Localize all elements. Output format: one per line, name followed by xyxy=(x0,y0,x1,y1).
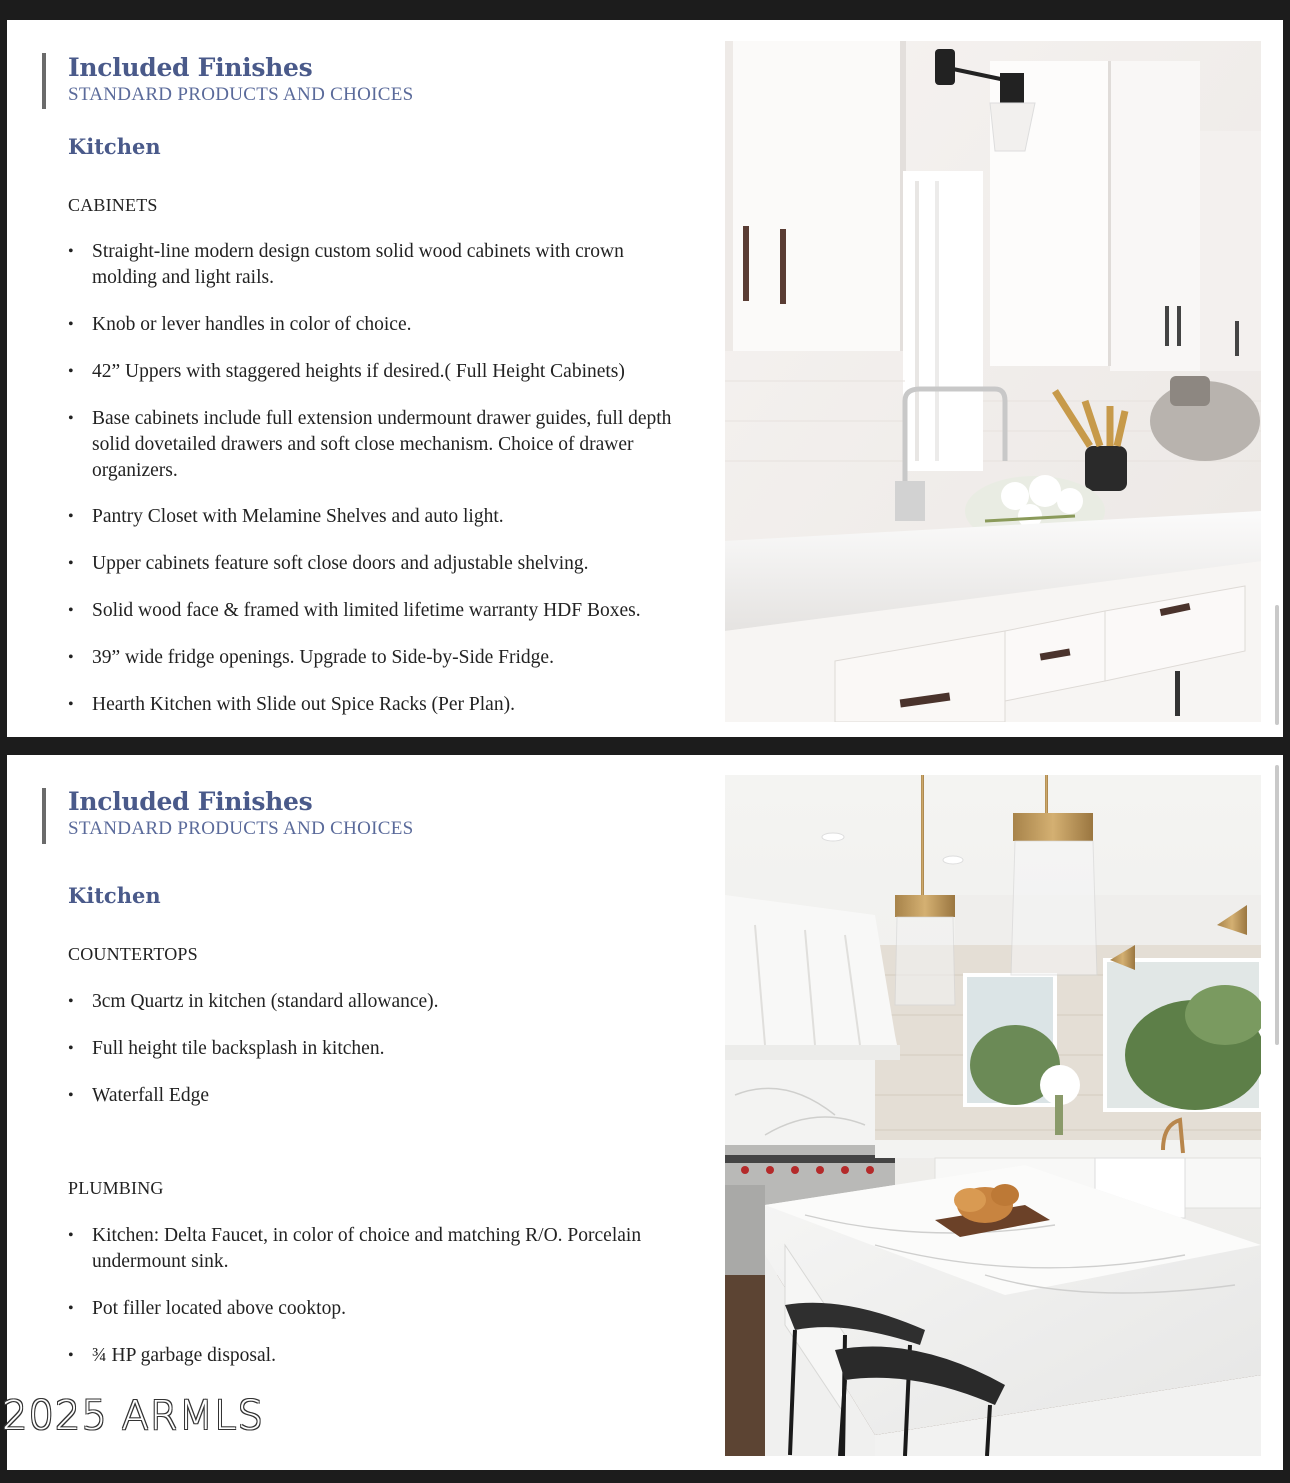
list-item xyxy=(68,1036,688,1062)
copyright-watermark: 2025 ARMLS xyxy=(2,1393,264,1439)
scrollbar-thumb[interactable] xyxy=(1275,605,1279,725)
bullet-glyph: • xyxy=(68,508,74,525)
category-heading-plumbing: PLUMBING xyxy=(68,1178,164,1198)
bullet-glyph: • xyxy=(68,1040,74,1057)
list-item-text: Full height tile backsplash in kitchen. xyxy=(92,1038,385,1059)
list-item xyxy=(68,239,688,291)
page-subtitle: STANDARD PRODUCTS AND CHOICES xyxy=(68,818,414,839)
bullet-glyph: • xyxy=(68,410,74,427)
list-item-text: Upper cabinets feature soft close doors and adjustable shelving. xyxy=(92,553,589,574)
brochure-page-countertops xyxy=(7,755,1283,1470)
list-item xyxy=(68,312,688,338)
list-item xyxy=(68,406,688,484)
scrollbar-thumb[interactable] xyxy=(1275,765,1279,1045)
kitchen-cabinets-photo xyxy=(725,41,1261,722)
category-heading-cabinets: CABINETS xyxy=(68,195,158,215)
list-item-text: Solid wood face & framed with limited lifetime warranty HDF Boxes. xyxy=(92,600,641,621)
bullet-glyph: • xyxy=(68,649,74,666)
bullet-glyph: • xyxy=(68,1347,74,1364)
bullet-glyph: • xyxy=(68,696,74,713)
list-item-text: Knob or lever handles in color of choice. xyxy=(92,314,412,335)
list-item-text: ¾ HP garbage disposal. xyxy=(92,1345,276,1366)
list-item-text: Waterfall Edge xyxy=(92,1085,209,1106)
bullet-glyph: • xyxy=(68,243,74,260)
kitchen-island-photo xyxy=(725,775,1261,1456)
list-item xyxy=(68,692,688,718)
list-item xyxy=(68,551,688,577)
page-title: Included Finishes xyxy=(68,787,313,816)
category-heading-countertops: COUNTERTOPS xyxy=(68,944,198,964)
page-title: Included Finishes xyxy=(68,53,313,82)
bullet-glyph: • xyxy=(68,555,74,572)
header-accent-bar xyxy=(42,788,46,844)
list-item xyxy=(68,645,688,671)
list-item xyxy=(68,989,688,1015)
list-item xyxy=(68,1223,688,1275)
list-item-text: Pantry Closet with Melamine Shelves and auto light. xyxy=(92,506,504,527)
bullet-glyph: • xyxy=(68,316,74,333)
list-item-text: Hearth Kitchen with Slide out Spice Racks (Per Plan). xyxy=(92,694,515,715)
list-item-text: 42” Uppers with staggered heights if desired.( Full Height Cabinets) xyxy=(92,361,625,382)
list-item xyxy=(68,1296,688,1322)
list-item-text: Pot filler located above cooktop. xyxy=(92,1298,346,1319)
bullet-glyph: • xyxy=(68,1300,74,1317)
header-accent-bar xyxy=(42,53,46,109)
bullet-glyph: • xyxy=(68,1087,74,1104)
list-item xyxy=(68,598,688,624)
brochure-page-cabinets xyxy=(7,20,1283,737)
bullet-glyph: • xyxy=(68,602,74,619)
bullet-glyph: • xyxy=(68,993,74,1010)
section-heading: Kitchen xyxy=(68,883,161,908)
list-item xyxy=(68,1083,688,1109)
bullet-glyph: • xyxy=(68,1227,74,1244)
list-item-text: Straight-line modern design custom solid wood cabinets with crown molding and light rails. xyxy=(92,241,624,288)
bullet-glyph: • xyxy=(68,363,74,380)
list-item-text: Base cabinets include full extension undermount drawer guides, full depth solid dovetailed drawers and soft close mechanism. Choice of drawer organizers. xyxy=(92,408,672,481)
list-item xyxy=(68,359,688,385)
list-item xyxy=(68,504,688,530)
list-item-text: 3cm Quartz in kitchen (standard allowance). xyxy=(92,991,439,1012)
list-item-text: 39” wide fridge openings. Upgrade to Side-by-Side Fridge. xyxy=(92,647,554,668)
section-heading: Kitchen xyxy=(68,134,161,159)
list-item xyxy=(68,1343,688,1369)
list-item-text: Kitchen: Delta Faucet, in color of choice and matching R/O. Porcelain undermount sink. xyxy=(92,1225,642,1272)
page-subtitle: STANDARD PRODUCTS AND CHOICES xyxy=(68,84,414,105)
